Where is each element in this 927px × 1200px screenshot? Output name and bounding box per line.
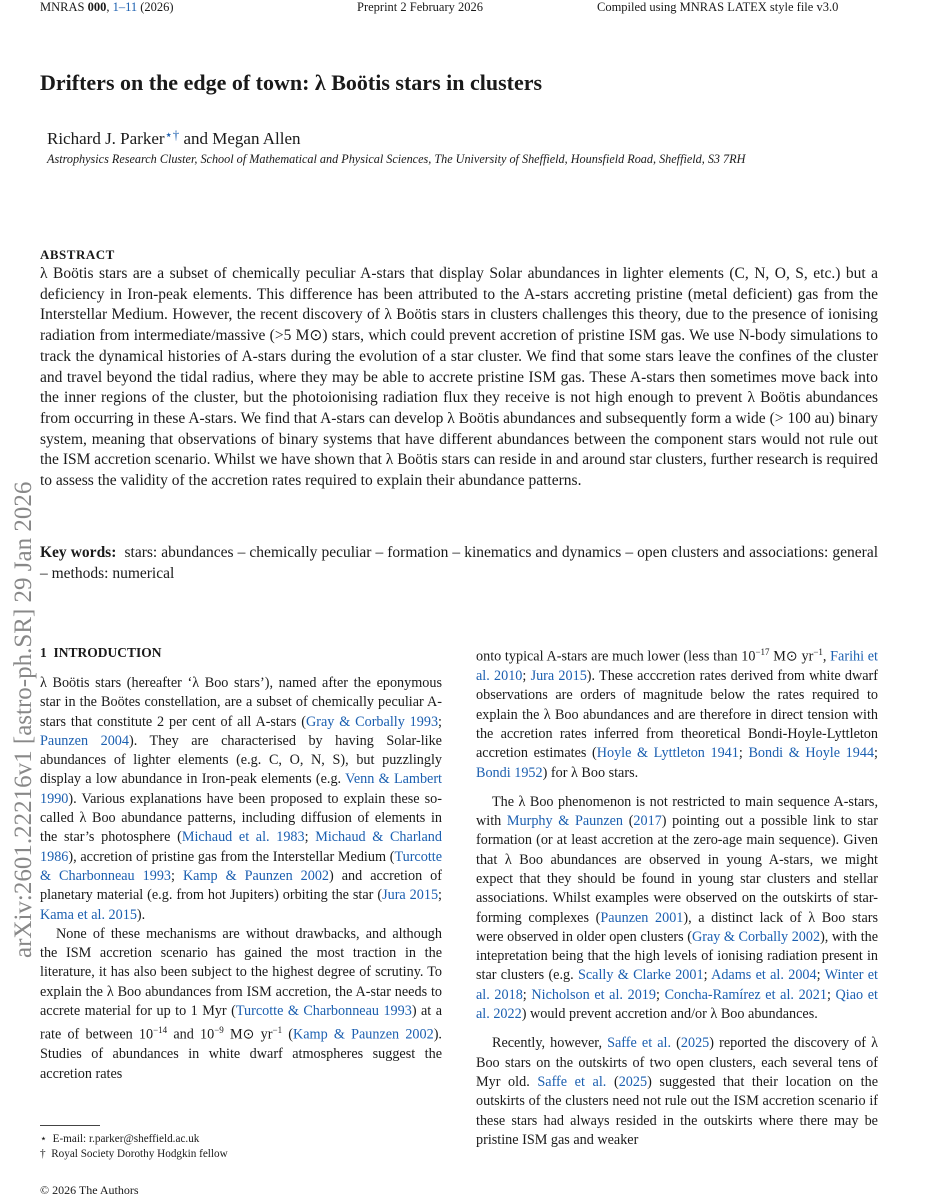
author-list xyxy=(47,127,301,149)
journal-name: MNRAS xyxy=(40,0,85,14)
citation-link[interactable]: Saffe et al. xyxy=(537,1073,607,1090)
footnote-rule xyxy=(40,1125,100,1126)
footnote-email: ⋆ E-mail: r.parker@sheffield.ac.uk xyxy=(40,1133,200,1145)
right-column xyxy=(476,643,878,1150)
citation-link[interactable]: Murphy & Paunzen xyxy=(506,813,624,830)
intro-paragraph-1: λ Boötis stars (hereafter ‘λ Boo stars’), named after the eponymous star in the Boötes constellation, are a subset of chemically peculiar A-stars that constitute 2 per cent of all A-stars (Gray & Corbally 1993; Paunzen 2004). They are characterised by having Solar-like abundances of lighter elements (e.g. C, O, N, S), but puzzlingly display a low abundance in Iron-peak elements (e.g. Venn & Lambert 1990). Various explanations have been proposed to explain these so-called λ Boo abundance patterns, including diffusion of elements in the star’s photosphere (Michaud et al. 1983; Michaud & Charland 1986), accretion of pristine gas from the Interstellar Medium (Turcotte & Charbonneau 1993; Kamp & Paunzen 2002) and accretion of planetary material (e.g. from hot Jupiters) orbiting the star (Jura 2015; Kama et al. 2015). xyxy=(40,675,442,923)
email-link[interactable]: r.parker@sheffield.ac.uk xyxy=(88,1133,200,1145)
paper-title: Drifters on the edge of town: λ Boötis stars in clusters xyxy=(40,70,543,95)
footnote-mark: † xyxy=(40,1148,46,1160)
citation-link[interactable]: Turcotte & Charbonneau 1993 xyxy=(40,848,442,884)
section-number: 1 xyxy=(40,645,47,660)
citation-link[interactable]: Paunzen 2001 xyxy=(600,909,684,926)
journal-volume: 000 xyxy=(87,0,107,14)
citation-link[interactable]: Winter et al. 2018 xyxy=(476,967,878,1003)
citation-link[interactable]: Kamp & Paunzen 2002 xyxy=(182,867,330,884)
citation-link[interactable]: Bondi & Hoyle 1944 xyxy=(748,745,875,762)
citation-link[interactable]: Nicholson et al. 2019 xyxy=(531,986,656,1003)
abstract-text: λ Boötis stars are a subset of chemically peculiar A-stars that display Solar abundances in lighter elements (C, N, O, S, etc.) but a deficiency in Iron-peak elements. This difference has been attributed to the A-stars accreting pristine (metal deficient) gas from the Interstellar Medium. However, the recent discovery of λ Boötis stars in clusters challenges this theory, due to the presence of ionising radiation from intermediate/massive (>5 M⊙) stars, which could prevent accretion of pristine ISM gas. We use N-body simulations to track the dynamical histories of A-stars during the evolution of a star cluster. We find that some stars leave the confines of the cluster and travel beyond the tidal radius, where they may be able to accrete pristine ISM gas. These A-stars then sometimes move back into the inner regions of the cluster, but the photoionising radiation flux they receive is not high enough to prevent λ Boötis abundances from occurring in these A-stars. We find that A-stars can develop λ Boötis abundances and subsequently form a wide (> 100 au) binary system, meaning that observations of binary systems that have different abundances between the component stars would not rule out the ISM accretion scenario. Whilst we have shown that λ Boötis stars can reside in and around star clusters, further research is required to assess the validity of the accretion rates required to explain their abundance patterns. xyxy=(40,265,878,490)
citation-link[interactable]: Venn & Lambert 1990 xyxy=(40,771,442,807)
left-column xyxy=(40,674,442,1084)
section-heading xyxy=(40,645,162,661)
citation-link[interactable]: Kama et al. 2015 xyxy=(40,906,137,923)
intro-paragraph-2: None of these mechanisms are without drawbacks, and although the ISM accretion scenario has gained the most traction in the literature, it has also been subject to the highest degree of scrutiny. To explain the λ Boo abundances from ISM accretion, the A-star needs to accrete material for up to 1 Myr (Turcotte & Charbonneau 1993) at a rate of between $10^{-14}$ and $10^{-9}$ M⊙ $yr^{-1}$ (Kamp & Paunzen 2002). Studies of abundances in white dwarf atmospheres suggest the accretion rates xyxy=(40,925,443,1082)
citation-link[interactable]: Scally & Clarke 2001 xyxy=(577,967,704,984)
citation-link[interactable]: 2025 xyxy=(680,1035,710,1052)
citation-link[interactable]: Jura 2015 xyxy=(530,668,587,685)
author-parker: Richard J. Parker xyxy=(47,129,165,148)
keywords xyxy=(40,543,878,584)
citation-link[interactable]: Michaud & Charland 1986 xyxy=(40,829,442,865)
journal-citation: MNRAS 000, 1–11 (2026) xyxy=(40,0,174,14)
intro-paragraph-4: The λ Boo phenomenon is not restricted to main sequence A-stars, with Murphy & Paunzen (2017) pointing out a possible link to star formation (or at least accretion at the zero-age main sequence). Given that λ Boo abundances are observed in young A-stars, we might expect that they should be found in young star clusters and stellar associations. Whilst examples were observed on the outskirts of star-forming complexes (Paunzen 2001), a distinct lack of λ Boo stars were observed in older open clusters (Gray & Corbally 2002), with the intepretation being that the high levels of ionising radiation present in star clusters (e.g. Scally & Clarke 2001; Adams et al. 2004; Winter et al. 2018; Nicholson et al. 2019; Concha-Ramírez et al. 2021; Qiao et al. 2022) would prevent accretion and/or λ Boo abundances. xyxy=(476,793,879,1023)
footnote-fellowship: † Royal Society Dorothy Hodgkin fellow xyxy=(40,1148,228,1160)
footnote-mark: ⋆ xyxy=(40,1133,48,1145)
citation-link[interactable]: 2017 xyxy=(633,813,662,830)
citation-link[interactable]: 2025 xyxy=(618,1073,648,1090)
preprint-date: Preprint 2 February 2026 xyxy=(357,0,484,14)
citation-link[interactable]: Qiao et al. 2022 xyxy=(476,986,878,1023)
abstract-heading: ABSTRACT xyxy=(40,247,115,262)
citation-link[interactable]: Gray & Corbally 1993 xyxy=(306,713,439,730)
copyright: © 2026 The Authors xyxy=(40,1183,139,1197)
citation-link[interactable]: Paunzen 2004 xyxy=(40,732,129,749)
author-footnote-marks[interactable]: ⋆† xyxy=(164,127,180,142)
intro-paragraph-5: Recently, however, Saffe et al. (2025) reported the discovery of λ Boo stars on the outskirts of two open clusters, each several tens of Myr old. Saffe et al. (2025) suggested that their location on the outskirts of the clusters need not rule out the ISM accretion scenario if these stars had always resided in the outskirts where there may be pristine ISM gas and weaker xyxy=(476,1035,879,1148)
citation-link[interactable]: Hoyle & Lyttleton 1941 xyxy=(596,745,739,762)
citation-link[interactable]: Saffe et al. xyxy=(607,1035,672,1052)
citation-link[interactable]: Jura 2015 xyxy=(382,887,439,904)
citation-link[interactable]: Concha-Ramírez et al. 2021 xyxy=(664,986,827,1003)
pages-link[interactable]: 1–11 xyxy=(112,0,138,14)
citation-link[interactable]: Kamp & Paunzen 2002 xyxy=(293,1027,434,1044)
citation-link[interactable]: Bondi 1952 xyxy=(476,764,543,781)
author-connector: and xyxy=(183,129,208,148)
citation-link[interactable]: Farihi et al. 2010 xyxy=(476,648,878,685)
arxiv-stamp xyxy=(8,258,36,958)
citation-link[interactable]: Adams et al. 2004 xyxy=(711,967,817,984)
intro-paragraph-3: onto typical A-stars are much lower (less than $10^{-17}$ M⊙ $yr^{-1}$, Farihi et al. 2010; Jura 2015). These acccretion rates derived from white dwarf observations are orders of magnitude below the rates required to explain the λ Boo abundances and are therefore in direct tension with the accretion rates inferred from theoretical Bondi-Hoyle-Lyttleton accretion estimates (Hoyle & Lyttleton 1941; Bondi & Hoyle 1944; Bondi 1952) for λ Boo stars. xyxy=(476,647,878,781)
citation-link[interactable]: Michaud et al. 1983 xyxy=(181,829,305,846)
keywords-text: stars: abundances – chemically peculiar – formation – kinematics and dynamics – open clusters and associations: general – methods: numerical xyxy=(40,544,879,582)
journal-year: (2026) xyxy=(140,0,174,14)
author-allen: Megan Allen xyxy=(212,129,301,148)
compiled-note: Compiled using MNRAS LATEX style file v3.0 xyxy=(597,0,839,14)
section-title: INTRODUCTION xyxy=(53,645,162,660)
citation-link[interactable]: Turcotte & Charbonneau 1993 xyxy=(235,1003,412,1020)
arxiv-id: arXiv:2601.22216v1 [astro-ph.SR] 29 Jan 2026 xyxy=(10,481,37,958)
keywords-label: Key words: xyxy=(40,544,117,561)
affiliation: Astrophysics Research Cluster, School of Mathematical and Physical Sciences, The University of Sheffield, Hounsfield Road, Sheffield, S3 7RH xyxy=(47,152,746,166)
citation-link[interactable]: Gray & Corbally 2002 xyxy=(691,928,821,945)
